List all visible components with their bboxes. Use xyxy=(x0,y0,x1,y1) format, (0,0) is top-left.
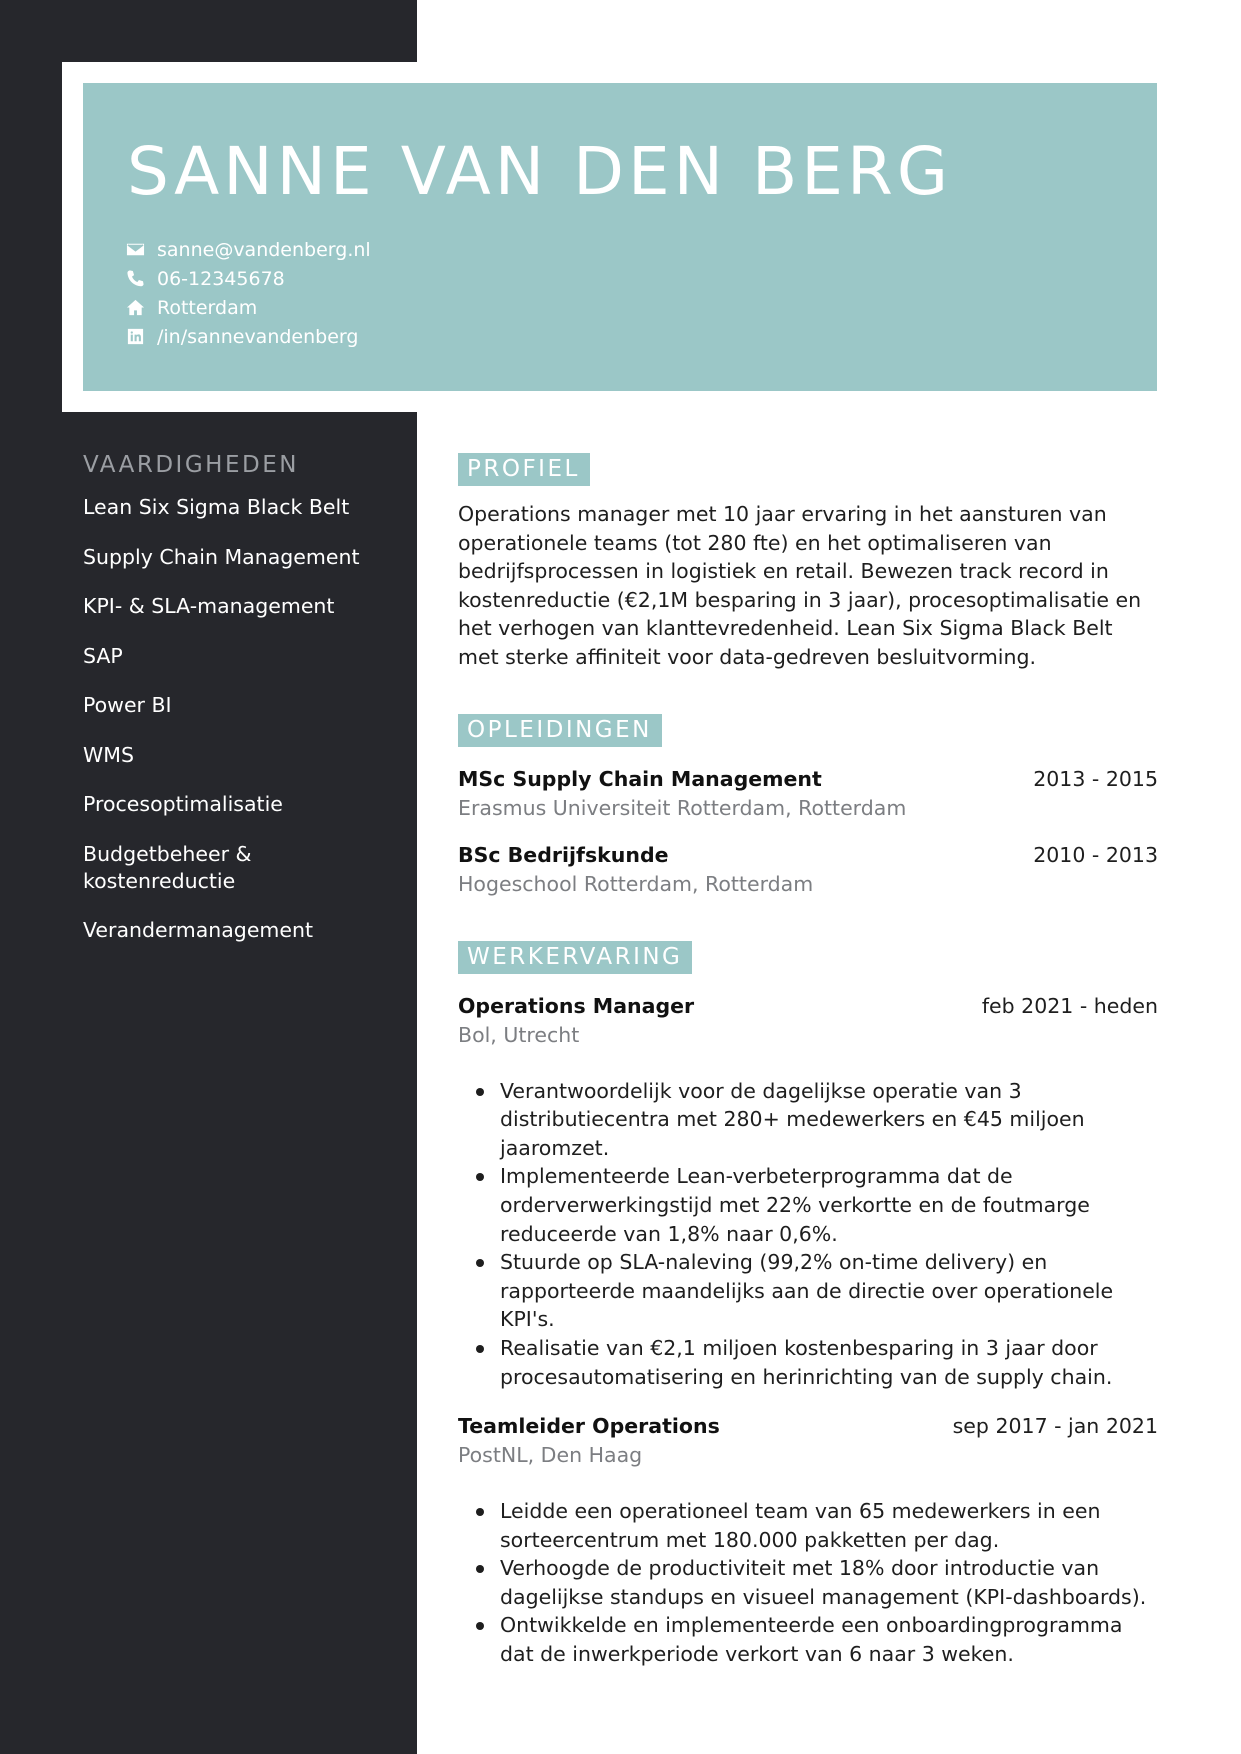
job-company: PostNL, Den Haag xyxy=(458,1443,643,1468)
job-bullet: Realisatie van €2,1 miljoen kostenbesparing in 3 jaar door procesautomatisering en herinrichting van de supply chain. xyxy=(458,1334,1158,1391)
job-bullet: Verantwoordelijk voor de dagelijkse operatie van 3 distributiecentra met 280+ medewerkers en €45 miljoen jaaromzet. xyxy=(458,1077,1158,1163)
envelope-icon xyxy=(125,240,145,260)
skill-item: Procesoptimalisatie xyxy=(83,792,283,816)
skills-heading: VAARDIGHEDEN xyxy=(83,452,299,478)
skill-item: KPI- & SLA-management xyxy=(83,594,335,618)
job-bullet: Implementeerde Lean-verbeterprogramma dat de orderverwerkingstijd met 22% verkortte en de foutmarge reduceerde van 1,8% naar 0,6%. xyxy=(458,1162,1158,1248)
contact-email[interactable] xyxy=(125,235,371,264)
experience-heading: WERKERVARING xyxy=(458,941,692,974)
job-role: Operations Manager xyxy=(458,993,695,1018)
profile-text: Operations manager met 10 jaar ervaring in het aansturen van operationele teams (tot 280 fte) en het optimaliseren van bedrijfsprocessen in logistiek en retail. Bewezen track record in kostenreductie (€2,1M besparing in 3 jaar), procesoptimalisatie en het verhogen van klanttevredenheid. Lean Six Sigma Black Belt met sterke affiniteit voor data-gedreven besluitvorming. xyxy=(458,502,1142,669)
skill-item: WMS xyxy=(83,742,134,767)
skill-item: Budgetbeheer & kostenreductie xyxy=(83,841,252,893)
job-entry-header xyxy=(458,1412,1158,1441)
job-entry xyxy=(458,1412,1158,1669)
contact-email-text: sanne@vandenberg.nl xyxy=(157,238,371,261)
contact-linkedin-text: /in/sannevandenberg xyxy=(157,325,359,348)
profile-section xyxy=(458,453,1158,672)
job-bullets xyxy=(458,1077,1158,1392)
job-role: Teamleider Operations xyxy=(458,1414,720,1439)
job-company: Bol, Utrecht xyxy=(458,1022,580,1047)
education-entry xyxy=(458,765,1158,823)
home-icon xyxy=(125,298,145,318)
job-bullet: Verhoogde de productiviteit met 18% door introductie van dagelijkse standups en visueel management (KPI-dashboards). xyxy=(458,1554,1158,1611)
contact-list xyxy=(125,235,371,351)
job-bullet: Ontwikkelde en implementeerde een onboardingprogramma dat de inwerkperiode verkort van 6 naar 3 weken. xyxy=(458,1611,1158,1668)
main-content xyxy=(458,453,1158,1669)
contact-location xyxy=(125,293,371,322)
education-section xyxy=(458,714,1158,899)
job-dates: feb 2021 - heden xyxy=(981,993,1158,1018)
skills-sidebar xyxy=(83,452,403,967)
job-bullets xyxy=(458,1497,1158,1669)
contact-phone[interactable] xyxy=(125,264,371,293)
school-name: Hogeschool Rotterdam, Rotterdam xyxy=(458,871,814,896)
phone-icon xyxy=(125,269,145,289)
linkedin-icon xyxy=(125,327,145,347)
education-dates: 2010 - 2013 xyxy=(1033,842,1158,867)
job-bullet: Leidde een operationeel team van 65 medewerkers in een sorteercentrum met 180.000 pakketten per dag. xyxy=(458,1497,1158,1554)
contact-location-text: Rotterdam xyxy=(157,296,258,319)
job-bullet: Stuurde op SLA-naleving (99,2% on-time delivery) en rapporteerde maandelijks aan de directie over operationele KPI's. xyxy=(458,1248,1158,1334)
skill-item: Power BI xyxy=(83,693,172,717)
degree-title: BSc Bedrijfskunde xyxy=(458,842,669,867)
contact-phone-text: 06-12345678 xyxy=(157,267,285,290)
skill-item: Verandermanagement xyxy=(83,918,314,942)
job-entry xyxy=(458,992,1158,1392)
school-name: Erasmus Universiteit Rotterdam, Rotterdam xyxy=(458,795,907,820)
skill-item: SAP xyxy=(83,643,123,668)
education-entry xyxy=(458,841,1158,899)
skills-list xyxy=(83,494,403,944)
candidate-name: SANNE VAN DEN BERG xyxy=(127,133,952,210)
education-dates: 2013 - 2015 xyxy=(1033,766,1158,791)
education-entry-header xyxy=(458,765,1158,794)
skill-item: Lean Six Sigma Black Belt xyxy=(83,495,350,519)
job-dates: sep 2017 - jan 2021 xyxy=(952,1414,1158,1439)
degree-title: MSc Supply Chain Management xyxy=(458,766,822,791)
contact-linkedin[interactable] xyxy=(125,322,371,351)
experience-section xyxy=(458,941,1158,1669)
skill-item: Supply Chain Management xyxy=(83,544,360,569)
job-entry-header xyxy=(458,992,1158,1021)
education-entry-header xyxy=(458,841,1158,870)
profile-heading: PROFIEL xyxy=(458,453,590,486)
header-banner xyxy=(83,83,1157,391)
education-heading: OPLEIDINGEN xyxy=(458,714,662,747)
